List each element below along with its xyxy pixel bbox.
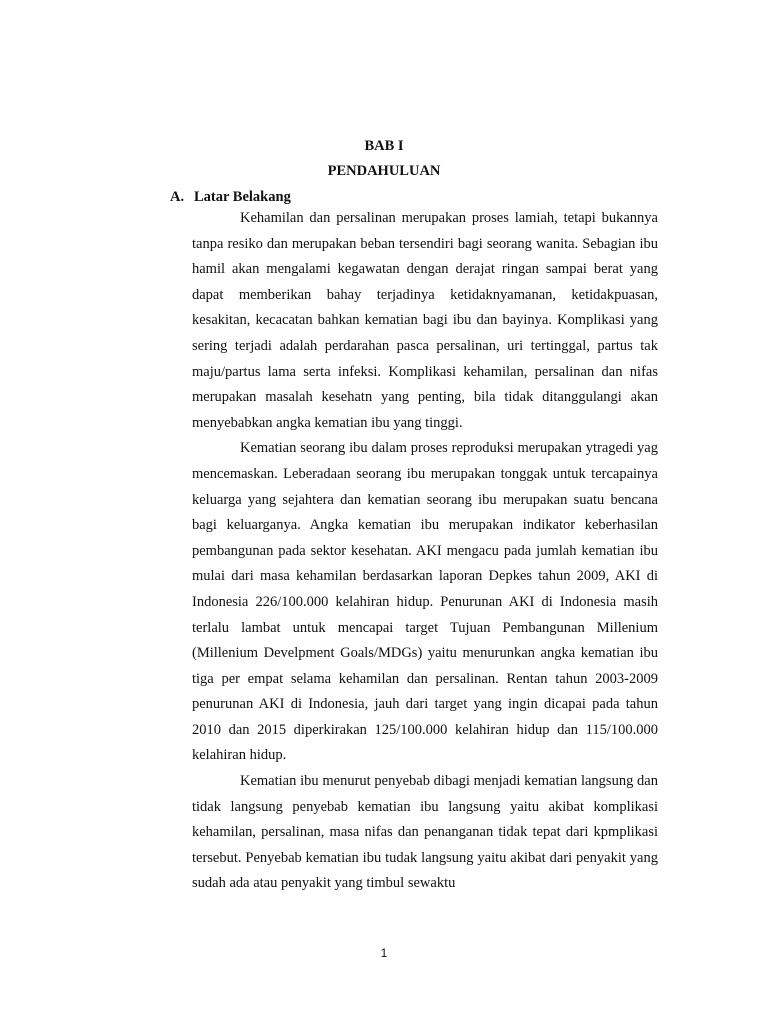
chapter-title: PENDAHULUAN	[327, 163, 441, 179]
section-heading	[170, 189, 291, 206]
chapter-label: BAB I	[364, 138, 404, 154]
section-title: Latar Belakang	[194, 189, 291, 205]
section-number: A.	[170, 189, 185, 205]
paragraph: Kematian ibu menurut penyebab dibagi menjadi kematian langsung dan tidak langsung penyebab kematian ibu langsung yaitu akibat komplikasi kehamilan, persalinan, masa nifas dan penanganan tidak tepat dari kpmplikasi tersebut. Penyebab kematian ibu tudak langsung yaitu akibat dari penyakit yang sudah ada atau penyakit yang timbul sewaktu	[192, 773, 658, 892]
paragraph: Kehamilan dan persalinan merupakan proses lamiah, tetapi bukannya tanpa resiko dan merupakan beban tersendiri bagi seorang wanita. Sebagian ibu hamil akan mengalami kegawatan dengan derajat ringan sampai berat yang dapat memberikan bahay terjadinya ketidaknyamanan, ketidakpuasan, kesakitan, kecacatan bahkan kematian bagi ibu dan bayinya. Komplikasi yang sering terjadi adalah perdarahan pasca persalinan, uri tertinggal, partus tak maju/partus lama serta infeksi. Komplikasi kehamilan, persalinan dan nifas merupakan masalah kesehatn yang penting, bila tidak ditanggulangi akan menyebabkan angka kematian ibu yang tinggi.	[192, 210, 658, 431]
paragraph: Kematian seorang ibu dalam proses reproduksi merupakan ytragedi yag mencemaskan. Leberadaan seorang ibu merupakan tonggak untuk tercapainya keluarga yang sejahtera dan kematian seorang ibu merupakan suatu bencana bagi keluarganya. Angka kematian ibu merupakan indikator keberhasilan pembangunan pada sektor kesehatan. AKI mengacu pada jumlah kematian ibu mulai dari masa kehamilan berdasarkan laporan Depkes tahun 2009, AKI di Indonesia 226/100.000 kelahiran hidup. Penurunan AKI di Indonesia masih terlalu lambat untuk mencapai target Tujuan Pembangunan Millenium (Millenium Develpment Goals/MDGs) yaitu menurunkan angka kematian ibu tiga per empat selama kehamilan dan persalinan. Rentan tahun 2003-2009 penurunan AKI di Indonesia, jauh dari target yang ingin dicapai pada tahun 2010 dan 2015 diperkirakan 125/100.000 kelahiran hidup dan 115/100.000 kelahiran hidup.	[192, 440, 658, 764]
body-text	[192, 206, 658, 897]
page-number: 1	[380, 946, 388, 960]
